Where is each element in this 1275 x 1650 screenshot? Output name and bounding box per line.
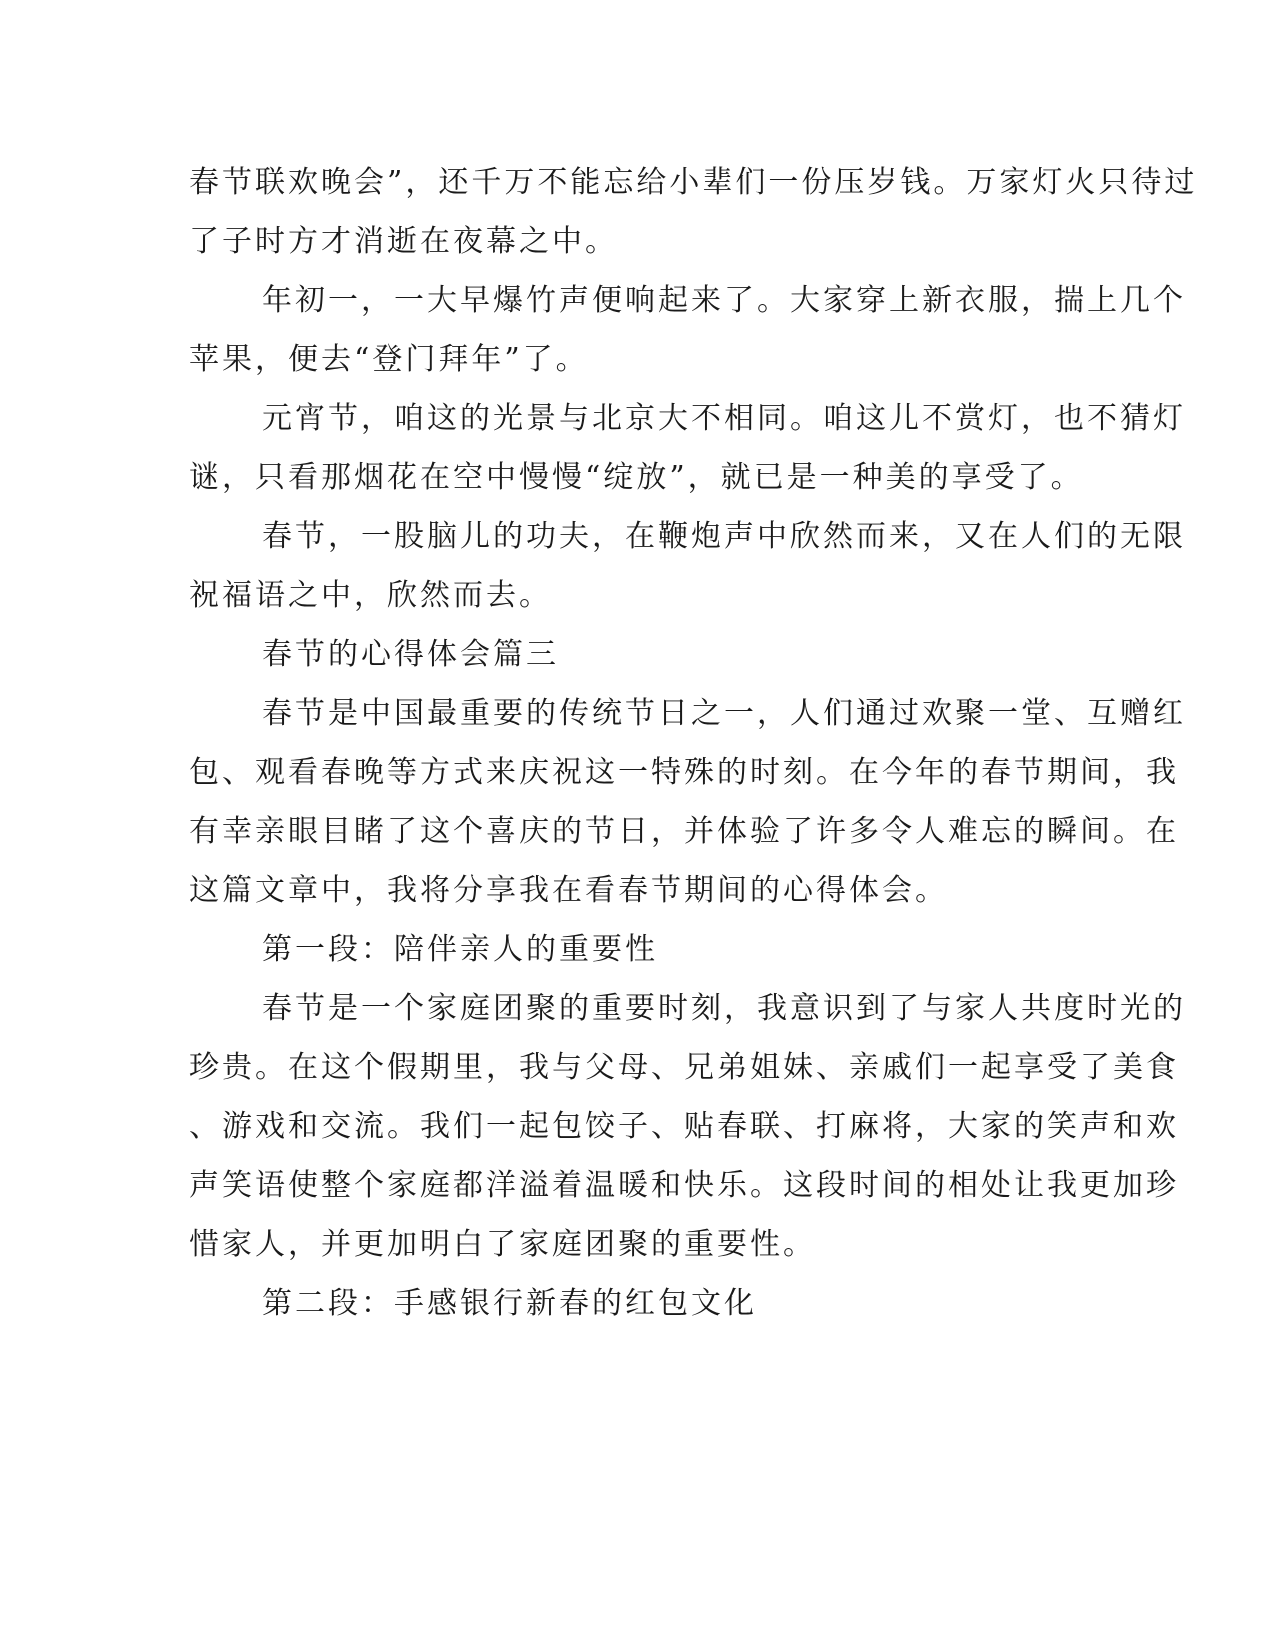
section-heading: 春节的心得体会篇三 <box>262 637 559 672</box>
text-line: 了子时方才消逝在夜幕之中。 <box>189 224 618 259</box>
text-line: 谜，只看那烟花在空中慢慢“绽放”，就已是一种美的享受了。 <box>189 460 1084 495</box>
text-line: 年初一，一大早爆竹声便响起来了。大家穿上新衣服，揣上几个 <box>262 283 1186 318</box>
text-line: 、游戏和交流。我们一起包饺子、贴春联、打麻将，大家的笑声和欢 <box>189 1109 1179 1144</box>
text-line: 春节是一个家庭团聚的重要时刻，我意识到了与家人共度时光的 <box>262 991 1186 1026</box>
text-line: 惜家人，并更加明白了家庭团聚的重要性。 <box>189 1227 816 1262</box>
text-line: 包、观看春晚等方式来庆祝这一特殊的时刻。在今年的春节期间，我 <box>189 755 1179 790</box>
text-line: 元宵节，咱这的光景与北京大不相同。咱这儿不赏灯，也不猜灯 <box>262 401 1186 436</box>
text-line: 这篇文章中，我将分享我在看春节期间的心得体会。 <box>189 873 948 908</box>
text-line: 声笑语使整个家庭都洋溢着温暖和快乐。这段时间的相处让我更加珍 <box>189 1168 1179 1203</box>
text-line: 珍贵。在这个假期里，我与父母、兄弟姐妹、亲戚们一起享受了美食 <box>189 1050 1179 1085</box>
text-line: 苹果，便去“登门拜年”了。 <box>189 342 589 377</box>
text-line: 祝福语之中，欣然而去。 <box>189 578 552 613</box>
section-heading: 第二段：手感银行新春的红包文化 <box>262 1286 757 1321</box>
text-line: 春节联欢晚会”，还千万不能忘给小辈们一份压岁钱。万家灯火只待过 <box>189 165 1198 200</box>
text-line: 有幸亲眼目睹了这个喜庆的节日，并体验了许多令人难忘的瞬间。在 <box>189 814 1179 849</box>
text-line: 春节是中国最重要的传统节日之一，人们通过欢聚一堂、互赠红 <box>262 696 1186 731</box>
section-heading: 第一段：陪伴亲人的重要性 <box>262 932 658 967</box>
text-line: 春节，一股脑儿的功夫，在鞭炮声中欣然而来，又在人们的无限 <box>262 519 1186 554</box>
